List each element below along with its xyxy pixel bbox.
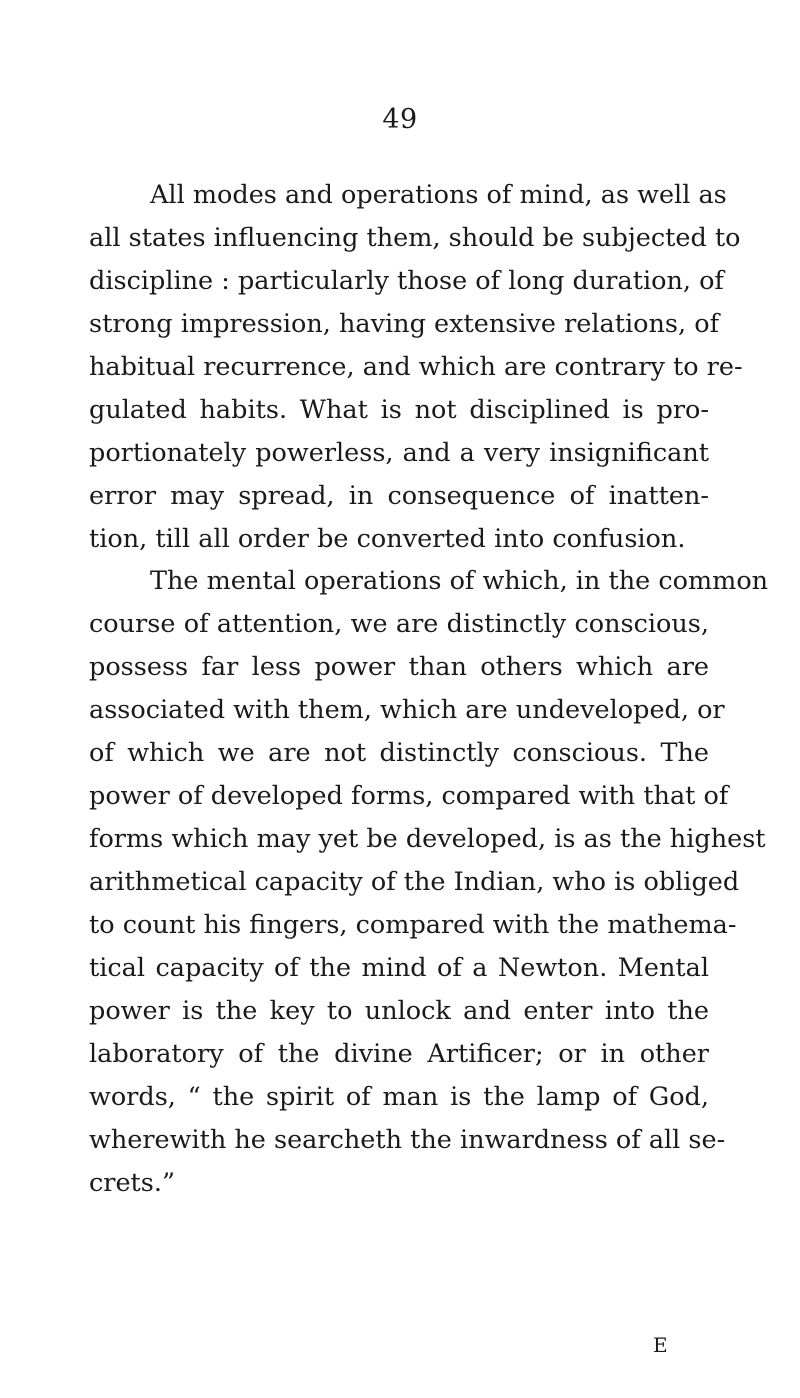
text-line: power is the key to unlock and enter into the xyxy=(89,996,709,1026)
text-line: of which we are not distinctly conscious. The xyxy=(89,738,709,768)
page-number: 49 xyxy=(382,104,418,135)
text-line: All modes and operations of mind, as well as xyxy=(150,180,727,210)
paragraph-2 xyxy=(89,560,769,1205)
text-line: error may spread, in consequence of inatten- xyxy=(89,481,709,511)
paragraph-1 xyxy=(89,174,743,561)
text-line: The mental operations of which, in the common xyxy=(150,566,769,596)
text-line: all states influencing them, should be subjected to xyxy=(89,223,741,253)
text-line: tion, till all order be converted into confusion. xyxy=(89,524,686,554)
text-line: wherewith he searcheth the inwardness of all se- xyxy=(89,1125,726,1155)
signature-mark: E xyxy=(653,1333,669,1357)
text-line: gulated habits. What is not disciplined is pro- xyxy=(89,395,709,425)
text-line: portionately powerless, and a very insignificant xyxy=(89,438,709,468)
text-line: habitual recurrence, and which are contrary to re- xyxy=(89,352,743,382)
text-line: course of attention, we are distinctly conscious, xyxy=(89,609,709,639)
text-line: words, “ the spirit of man is the lamp of God, xyxy=(89,1082,709,1112)
text-line: crets.” xyxy=(89,1168,176,1198)
text-line: forms which may yet be developed, is as the highest xyxy=(89,824,766,854)
text-line: laboratory of the divine Artificer; or in other xyxy=(89,1039,709,1069)
text-line: arithmetical capacity of the Indian, who is obliged xyxy=(89,867,740,897)
text-line: possess far less power than others which are xyxy=(89,652,709,682)
text-line: power of developed forms, compared with that of xyxy=(89,781,729,811)
text-line: to count his fingers, compared with the mathema- xyxy=(89,910,737,940)
text-line: tical capacity of the mind of a Newton. Mental xyxy=(89,953,709,983)
text-line: strong impression, having extensive relations, of xyxy=(89,309,720,339)
text-line: discipline : particularly those of long duration, of xyxy=(89,266,724,296)
text-line: associated with them, which are undeveloped, or xyxy=(89,695,725,725)
